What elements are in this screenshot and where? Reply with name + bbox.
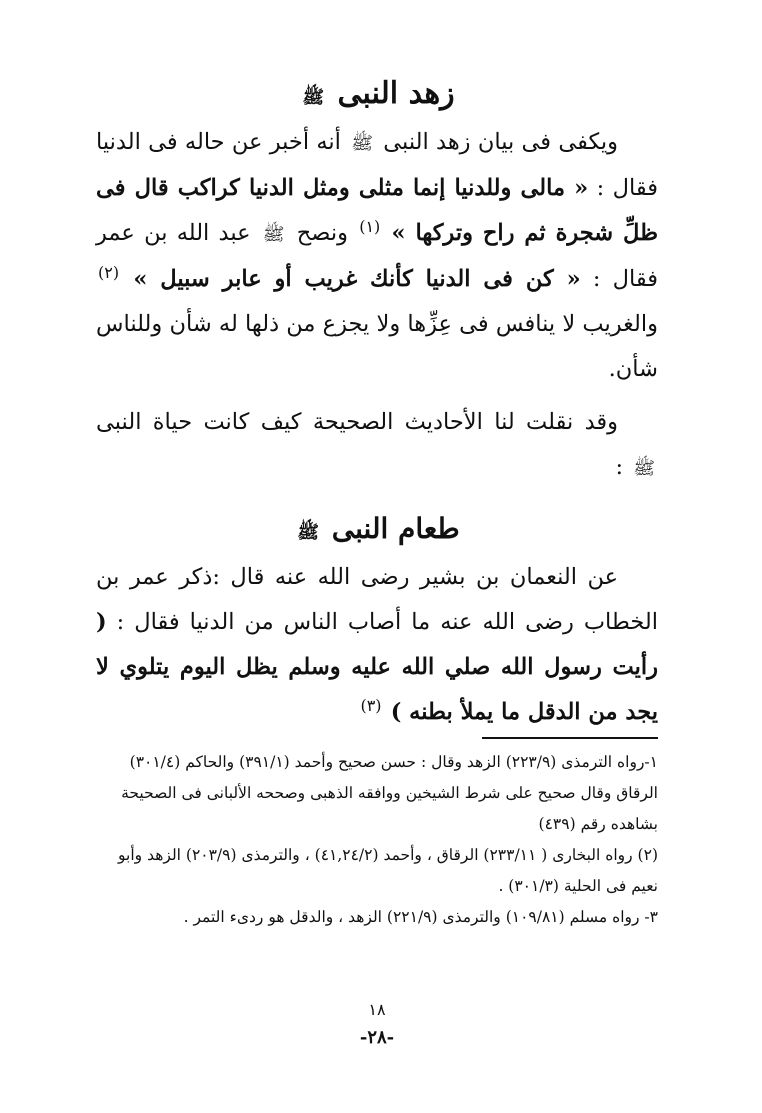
footnote-ref-3: (٣) <box>360 695 382 715</box>
salawat-symbol: ﷺ <box>633 458 655 479</box>
printed-page-number: ١٨ <box>368 1000 386 1019</box>
hadith-1: « مالى وللدنيا إنما مثلى ومثل الدنيا كراكب قال فى ظلِّ شجرة ثم راح وتركها » <box>96 175 658 246</box>
footnote-ref-2: (٢) <box>98 262 120 282</box>
section-title-prophet-asceticism <box>96 70 658 120</box>
salawat-symbol: ﷺ <box>297 522 320 543</box>
narration-text: عن النعمان بن بشير رضى الله عنه قال :ذكر عمر بن الخطاب رضى الله عنه ما أصاب الناس من الدنيا فقال : <box>96 564 658 635</box>
footnote-3: ٣- رواه مسلم (١٠٩/٨١) والترمذى (٢٢١/٩) الزهد ، والدقل هو ردىء التمر . <box>183 908 658 926</box>
hadith-intro-text: وقد نقلت لنا الأحاديث الصحيحة كيف كانت حياة النبى <box>96 409 618 435</box>
hadith-3: ( رأيت رسول الله صلي الله عليه وسلم يظل اليوم يتلوي لا يجد من الدقل ما يملأ بطنه ) <box>96 609 658 725</box>
section-title-prophet-food <box>96 505 658 555</box>
salawat-symbol: ﷺ <box>351 133 373 154</box>
footnote-ref-1: (١) <box>359 216 381 236</box>
paragraph-food <box>96 555 658 735</box>
footnotes <box>96 747 658 933</box>
colon: : <box>615 454 624 480</box>
salawat-symbol: ﷺ <box>302 87 325 108</box>
title-text: زهد النبى <box>337 76 455 111</box>
title-text: طعام النبى <box>331 512 460 545</box>
footnote-2: (٢) رواه البخارى ( ٢٣٣/١١) الرقاق ، وأحمد (٤١,٢٤/٢) ، والترمذى (٢٠٣/٩) الزهد وأبو نعيم فى الحلية (٣٠١/٣) . <box>118 846 658 895</box>
hadith-2: « كن فى الدنيا كأنك غريب أو عابر سبيل » <box>133 266 581 292</box>
page <box>96 70 658 1080</box>
paragraph-hadith-intro <box>96 400 658 491</box>
middle-text: ونصح <box>296 220 348 246</box>
paragraph-asceticism <box>96 120 658 392</box>
footnote-1: ١-رواه الترمذى (٢٢٣/٩) الزهد وقال : حسن صحيح وأحمد (٣٩١/١) والحاكم (٣٠١/٤) الرقاق وقال صحيح على شرط الشيخين ووافقه الذهبى وصححه الألبانى فى الصحيحة بشاهده رقم (٤٣٩) <box>121 753 658 833</box>
footnote-divider <box>482 737 658 739</box>
intro-text-2: أنه أخبر عن حاله فى الدنيا فقال : <box>96 129 659 201</box>
end-text: والغريب لا ينافس فى عِزِّها ولا يجزع من ذلها له شأن وللناس شأن. <box>96 311 658 382</box>
salawat-symbol: ﷺ <box>262 224 285 245</box>
middle-text-2: عبد الله بن عمر فقال : <box>96 220 659 292</box>
page-number: -٢٨- <box>359 1027 395 1048</box>
intro-text: ويكفى فى بيان زهد النبى <box>383 129 619 155</box>
